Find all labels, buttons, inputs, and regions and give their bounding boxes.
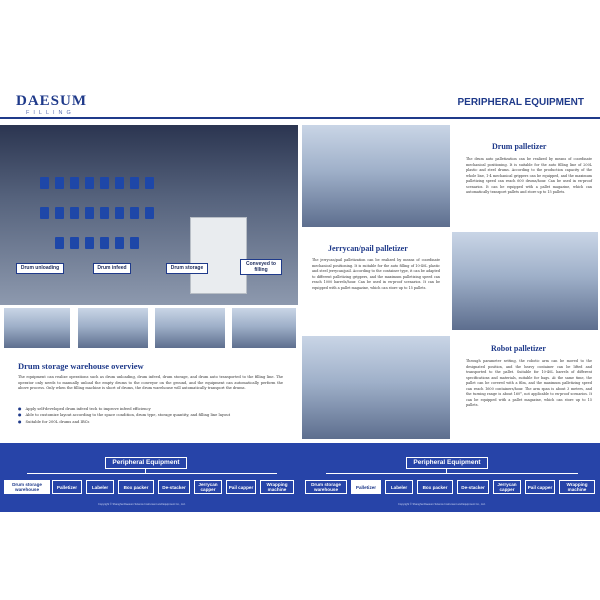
- drum-icon: [130, 237, 139, 249]
- drum-palletizer-text: The drum auto palletization can be realized by means of coordinate mechanical positioning. It is suitable for the auto filling line of 200L plastic and steel drums. According to the production capacity of the whole line, 1-4 mechanical grippers can be equipped, and the maximum palletizing speed can reach 600 drums/hour. Can be used in ex-proof scenarios. It can be equipped with a pallet magazine, which can automatically transport pallets and store up to 15 pallets.: [466, 157, 592, 194]
- overview-bullet: ● Able to customize layout according to the space condition, drum type, storage quantity, and filling line layout: [18, 412, 288, 418]
- overview-title: Drum storage warehouse overview: [18, 361, 144, 371]
- robot-palletizer-photo: [302, 336, 450, 439]
- drum-icon: [130, 207, 139, 219]
- header-divider: [0, 117, 600, 119]
- left-item-box-packer[interactable]: Box packer: [118, 480, 154, 494]
- left-item-pail-capper[interactable]: Pail capper: [226, 480, 256, 494]
- thumb-drum-infeed: [78, 308, 148, 348]
- drum-icon: [85, 207, 94, 219]
- left-item-de-stacker[interactable]: De-stacker: [158, 480, 190, 494]
- drum-warehouse-photo: [0, 125, 298, 305]
- logo-wordmark: DAESUM: [16, 93, 88, 109]
- drum-icon: [145, 177, 154, 189]
- right-item-palletizer[interactable]: Palletizer: [351, 480, 381, 494]
- footer-band: [0, 443, 600, 512]
- daesum-logo: [16, 94, 87, 116]
- drum-icon: [115, 177, 124, 189]
- drum-icon: [115, 207, 124, 219]
- drum-icon: [100, 177, 109, 189]
- overview-bullet: ● Apply self-developed drum infeed tech to improve infeed efficiency: [18, 406, 288, 412]
- copyright-right: Copyright © Shanghai Daesum Science Instrument and Equipment Co., Ltd.: [398, 503, 486, 506]
- drum-icon: [70, 207, 79, 219]
- label-conveyed-to-filling: Conveyed to filling: [240, 259, 282, 275]
- drum-icon: [70, 177, 79, 189]
- label-drum-infeed: Drum infeed: [93, 263, 131, 274]
- robot-palletizer-title: Robot palletizer: [491, 344, 546, 353]
- right-item-de-stacker[interactable]: De-stacker: [457, 480, 489, 494]
- label-drum-storage: Drum storage: [166, 263, 208, 274]
- drum-icon: [85, 237, 94, 249]
- jerrycan-palletizer-title: Jerrycan/pail palletizer: [328, 244, 408, 253]
- jerrycan-palletizer-text: The jerrycan/pail palletization can be realized by means of coordinate mechanical positioning. It is suitable for the auto filling of 10-40L plastic and steel jerrycan/pail. According to the container type, it can be adapted to different palletizing grippers, and the maximum palletizing speed can reach 1000 barrels/hour. Can be used in ex-proof scenarios. It can be equipped with a pallet magazine, which can store up to 15 pallets.: [312, 258, 440, 290]
- left-item-jerrycan-capper[interactable]: Jerrycan capper: [194, 480, 222, 494]
- drum-icon: [55, 237, 64, 249]
- drum-icon: [130, 177, 139, 189]
- drum-icon: [70, 237, 79, 249]
- drum-icon: [85, 177, 94, 189]
- drum-palletizer-photo: [302, 125, 450, 227]
- tree-connector: [27, 473, 277, 474]
- drum-icon: [100, 207, 109, 219]
- overview-text: The equipment can realize operations such as drum unloading, drum infeed, drum storage, and drum auto transported to the filling line. The operator only needs to manually unload the empty drums to the conveyor on the ground, and the equipment can automatically perform the above process. Only when the filling machine is short of drums, the drum warehouse will automatically transport the drums.: [18, 375, 283, 391]
- thumb-drum-unloading: [4, 308, 70, 348]
- right-item-drum-storage-warehouse[interactable]: Drum storage warehouse: [305, 480, 347, 494]
- right-item-box-packer[interactable]: Box packer: [417, 480, 453, 494]
- left-item-drum-storage-warehouse[interactable]: Drum storage warehouse: [4, 480, 50, 494]
- right-peripheral-heading: Peripheral Equipment: [406, 457, 488, 469]
- right-item-wrapping-machine[interactable]: Wrapping machine: [559, 480, 595, 494]
- left-peripheral-heading: Peripheral Equipment: [105, 457, 187, 469]
- drum-icon: [115, 237, 124, 249]
- right-item-pail-capper[interactable]: Pail capper: [525, 480, 555, 494]
- left-item-wrapping-machine[interactable]: Wrapping machine: [260, 480, 294, 494]
- thumb-conveyed-to-filling: [232, 308, 296, 348]
- left-item-palletizer[interactable]: Palletizer: [52, 480, 82, 494]
- drum-icon: [40, 207, 49, 219]
- drum-palletizer-title: Drum palletizer: [492, 142, 547, 151]
- logo-subtitle: FILLING: [26, 110, 75, 116]
- right-item-labeler[interactable]: Labeler: [385, 480, 413, 494]
- drum-icon: [100, 237, 109, 249]
- label-drum-unloading: Drum unloading: [16, 263, 64, 274]
- overview-bullet-list: [18, 406, 288, 425]
- copyright-left: Copyright © Shanghai Daesum Science Instrument and Equipment Co., Ltd.: [98, 503, 186, 506]
- drum-icon: [55, 207, 64, 219]
- thumb-drum-storage: [155, 308, 225, 348]
- jerrycan-palletizer-photo: [452, 232, 598, 330]
- page-title: PERIPHERAL EQUIPMENT: [457, 97, 584, 108]
- drum-icon: [55, 177, 64, 189]
- tree-connector: [326, 473, 578, 474]
- robot-palletizer-text: Through parameter setting, the robotic arm can be moved to the designated position, and the heavy container can be lifted and transported to the pallet. Suitable for 10-40L barrels of different specifications and materials, suitable for bags. At the same time, the pallet can be covered with a film, and the maximum palletizing speed can reach 1600 containers/hour. The arm span is about 3 meters, and the turning range is about 160°, not applicable to ex-proof scenarios. It can be equipped with a pallet magazine, which can store up to 15 pallets.: [466, 359, 592, 407]
- drum-icon: [145, 207, 154, 219]
- right-item-jerrycan-capper[interactable]: Jerrycan capper: [493, 480, 521, 494]
- overview-bullet: ● Suitable for 200L drums and IBCs: [18, 419, 288, 425]
- control-cabinet: [190, 217, 247, 294]
- left-item-labeler[interactable]: Labeler: [86, 480, 114, 494]
- drum-icon: [40, 177, 49, 189]
